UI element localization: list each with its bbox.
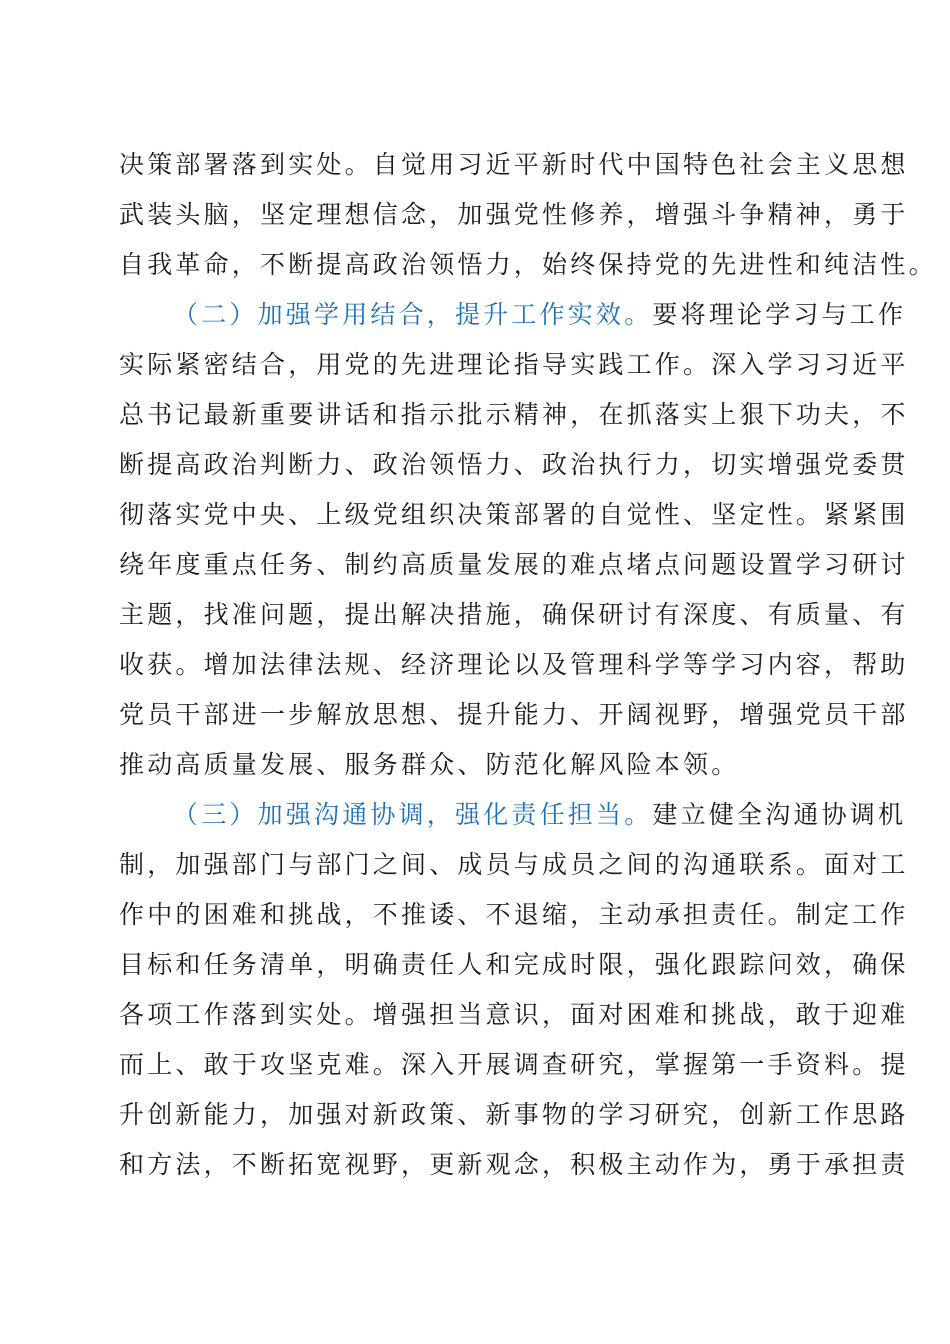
text-line: 绕年度重点任务、制约高质量发展的难点堵点问题设置学习研讨 (119, 550, 909, 579)
text-line: 收获。增加法律法规、经济理论以及管理科学等学习内容，帮助 (119, 650, 909, 679)
text-line: 目标和任务清单，明确责任人和完成时限，强化跟踪问效，确保 (119, 950, 909, 979)
text-line: 决策部署落到实处。自觉用习近平新时代中国特色社会主义思想 (119, 150, 909, 179)
text-line: 党员干部进一步解放思想、提升能力、开阔视野，增强党员干部 (119, 700, 909, 729)
text-line: 实际紧密结合，用党的先进理论指导实践工作。深入学习习近平 (119, 350, 909, 379)
text-line: 总书记最新重要讲话和指示批示精神，在抓落实上狠下功夫，不 (119, 400, 909, 429)
text-run: 建立健全沟通协调机 (652, 800, 907, 829)
text-line: 彻落实党中央、上级党组织决策部署的自觉性、坚定性。紧紧围 (119, 500, 909, 529)
text-line: 作中的困难和挑战，不推诿、不退缩，主动承担责任。制定工作 (119, 900, 909, 929)
text-line: 自我革命，不断提高政治领悟力，始终保持党的先进性和纯洁性。 (119, 250, 937, 279)
text-run: 要将理论学习与工作 (652, 300, 907, 329)
text-line: 武装头脑，坚定理想信念，加强党性修养，增强斗争精神，勇于 (119, 200, 909, 229)
section-three-first-line (119, 790, 907, 840)
text-line: 而上、敢于攻坚克难。深入开展调查研究，掌握第一手资料。提 (119, 1050, 909, 1079)
section-heading-two: （二）加强学用结合，提升工作实效。 (173, 300, 653, 329)
section-heading-three: （三）加强沟通协调，强化责任担当。 (173, 800, 653, 829)
text-line: 断提高政治判断力、政治领悟力、政治执行力，切实增强党委贯 (119, 450, 909, 479)
section-two-first-line (119, 290, 907, 340)
text-line: 升创新能力，加强对新政策、新事物的学习研究，创新工作思路 (119, 1100, 909, 1129)
text-line: 推动高质量发展、服务群众、防范化解风险本领。 (119, 750, 740, 779)
text-line: 制，加强部门与部门之间、成员与成员之间的沟通联系。面对工 (119, 850, 909, 879)
text-line: 和方法，不断拓宽视野，更新观念，积极主动作为，勇于承担责 (119, 1150, 909, 1179)
text-line: 主题，找准问题，提出解决措施，确保研讨有深度、有质量、有 (119, 600, 909, 629)
text-line: 各项工作落到实处。增强担当意识，面对困难和挑战，敢于迎难 (119, 1000, 909, 1029)
document-body (119, 140, 937, 1190)
